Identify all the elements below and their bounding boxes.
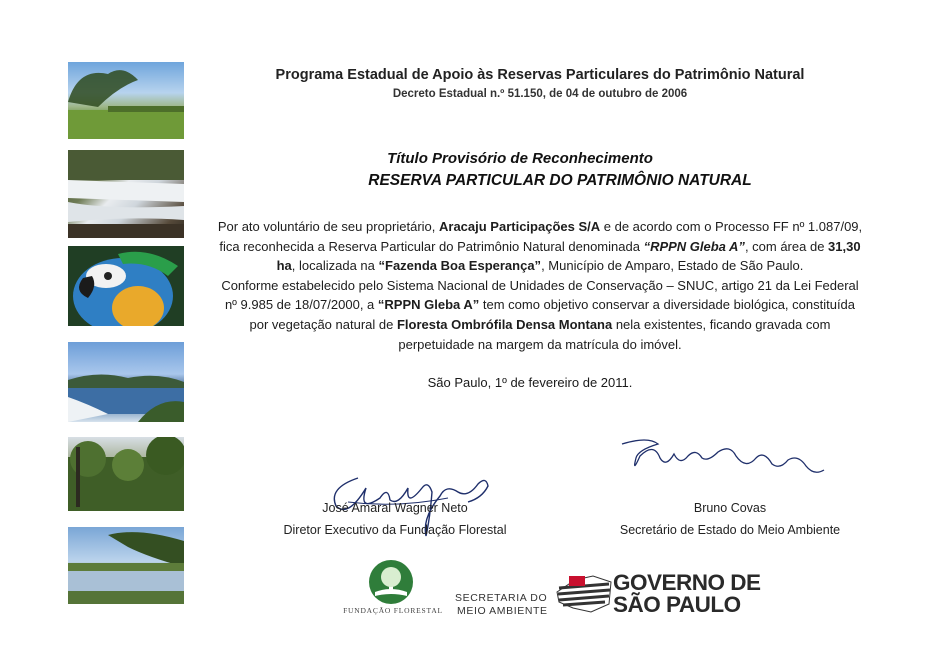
governo-logo-line1: GOVERNO DE — [613, 570, 761, 595]
governo-logo-line2: SÃO PAULO — [613, 592, 741, 617]
vegetation-type: Floresta Ombrófila Densa Montana — [396, 316, 613, 332]
decree-reference: Decreto Estadual n.º 51.150, de 04 de outubro de 2006 — [392, 88, 688, 100]
secretaria-label-line2: MEIO AMBIENTE — [457, 605, 548, 617]
farm-name: “Fazenda Boa Esperança” — [378, 258, 542, 274]
signatory-1-name: José Amaral Wagner Neto — [322, 501, 468, 515]
certificate-subtitle: Título Provisório de Reconhecimento — [387, 150, 653, 167]
reserve-area: 31,30 — [828, 238, 861, 254]
program-title: Programa Estadual de Apoio às Reservas Particulares do Patrimônio Natural — [275, 67, 805, 83]
signatory-2-name: Bruno Covas — [693, 501, 767, 515]
photo-macaw — [68, 246, 184, 326]
photo-forest — [68, 437, 184, 511]
certificate-body — [195, 217, 885, 354]
place-date: São Paulo, 1º de fevereiro de 2011. — [427, 375, 633, 390]
body-line-1: Por ato voluntário de seu proprietário, Aracaju Participações S/A e de acordo com o Processo FF nº 1.087/09, — [217, 219, 863, 234]
owner-name: Aracaju Participações S/A — [439, 219, 601, 234]
body-line-5: nº 9.985 de 18/07/2000, a “RPPN Gleba A” tem como objetivo conservar a diversidade biológica, constituída — [224, 297, 856, 313]
photo-meadow — [68, 62, 184, 139]
secretaria-label-line1: SECRETARIA DO — [455, 592, 548, 604]
body-line-3: ha, localizada na “Fazenda Boa Esperança”, Município de Amparo, Estado de São Paulo. — [276, 258, 804, 274]
certificate-title: RESERVA PARTICULAR DO PATRIMÔNIO NATURAL — [368, 172, 752, 189]
body-line-4: Conforme estabelecido pelo Sistema Nacional de Unidades de Conservação – SNUC, artigo 21 da Lei Federal — [221, 277, 859, 293]
reserve-name: “RPPN Gleba A” — [643, 238, 745, 254]
photo-lake — [68, 527, 184, 604]
sao-paulo-map-icon — [555, 574, 613, 614]
fundacao-florestal-label: FUNDAÇÃO FLORESTAL — [343, 606, 443, 615]
signature-covas — [618, 436, 838, 496]
fundacao-florestal-logo — [369, 560, 413, 604]
signatory-2-role: Secretário de Estado do Meio Ambiente — [619, 523, 841, 537]
body-line-7: perpetuidade na margem da matrícula do imóvel. — [398, 336, 682, 352]
body-line-2: fica reconhecida a Reserva Particular do Patrimônio Natural denominada “RPPN Gleba A”, com área de 31,30 — [219, 238, 861, 254]
photo-waterfall — [68, 150, 184, 238]
body-line-6: por vegetação natural de Floresta Ombrófila Densa Montana nela existentes, ficando gravada com — [249, 316, 831, 332]
photo-coast — [68, 342, 184, 422]
signatory-1-role: Diretor Executivo da Fundação Florestal — [283, 523, 507, 537]
